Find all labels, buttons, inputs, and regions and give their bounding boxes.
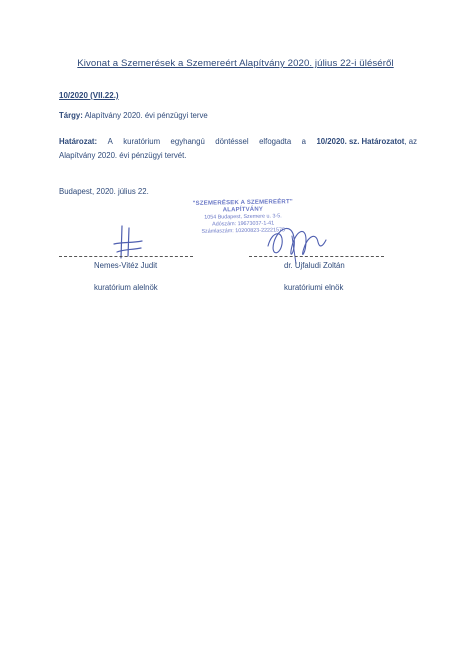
resolution-word: A xyxy=(107,137,113,146)
date-place: Budapest, 2020. július 22. xyxy=(59,187,149,196)
resolution-tail: , az xyxy=(404,137,417,146)
resolution-reference: 10/2020 (VII.22.) xyxy=(59,91,119,100)
resolution-word: a xyxy=(301,137,306,146)
resolution-number: 10/2020. sz. Határozatot xyxy=(316,137,405,146)
subject-label: Tárgy: xyxy=(59,111,83,120)
document-title: Kivonat a Szemerések a Szemereért Alapítvány 2020. július 22-i üléséről xyxy=(77,58,394,69)
right-signatory-title: kuratóriumi elnök xyxy=(284,283,344,292)
subject-line xyxy=(59,111,208,120)
resolution-line-1 xyxy=(59,135,417,149)
stamp-line-1: "SZEMERÉSEK A SZEMEREÉRT" xyxy=(192,199,293,207)
resolution-word: egyhangú xyxy=(170,137,205,146)
right-signature-line xyxy=(249,256,384,257)
stamp-line-3: 1054 Budapest, Szemere u. 3-5. xyxy=(204,213,282,221)
resolution-line-2: Alapítvány 2020. évi pénzügyi tervét. xyxy=(59,151,187,160)
left-signature-line xyxy=(59,256,193,257)
stamp-line-5: Számlaszám: 10200823-22221575 xyxy=(201,227,286,235)
resolution-word: elfogadta xyxy=(259,137,292,146)
right-signatory-name: dr. Ujfaludi Zoltán xyxy=(284,261,345,270)
resolution-word: kuratórium xyxy=(123,137,161,146)
resolution-paragraph xyxy=(59,135,417,163)
stamp-line-2: ALAPÍTVÁNY xyxy=(222,206,264,214)
resolution-word: döntéssel xyxy=(215,137,249,146)
left-signatory-name: Nemes-Vitéz Judit xyxy=(94,261,158,270)
subject-text: Alapítvány 2020. évi pénzügyi terve xyxy=(84,111,208,120)
left-signatory-title: kuratórium alelnök xyxy=(94,283,158,292)
resolution-number-group xyxy=(316,135,417,149)
stamp-line-4: Adószám: 19673037-1-41 xyxy=(212,220,275,228)
resolution-label: Határozat: xyxy=(59,137,98,146)
